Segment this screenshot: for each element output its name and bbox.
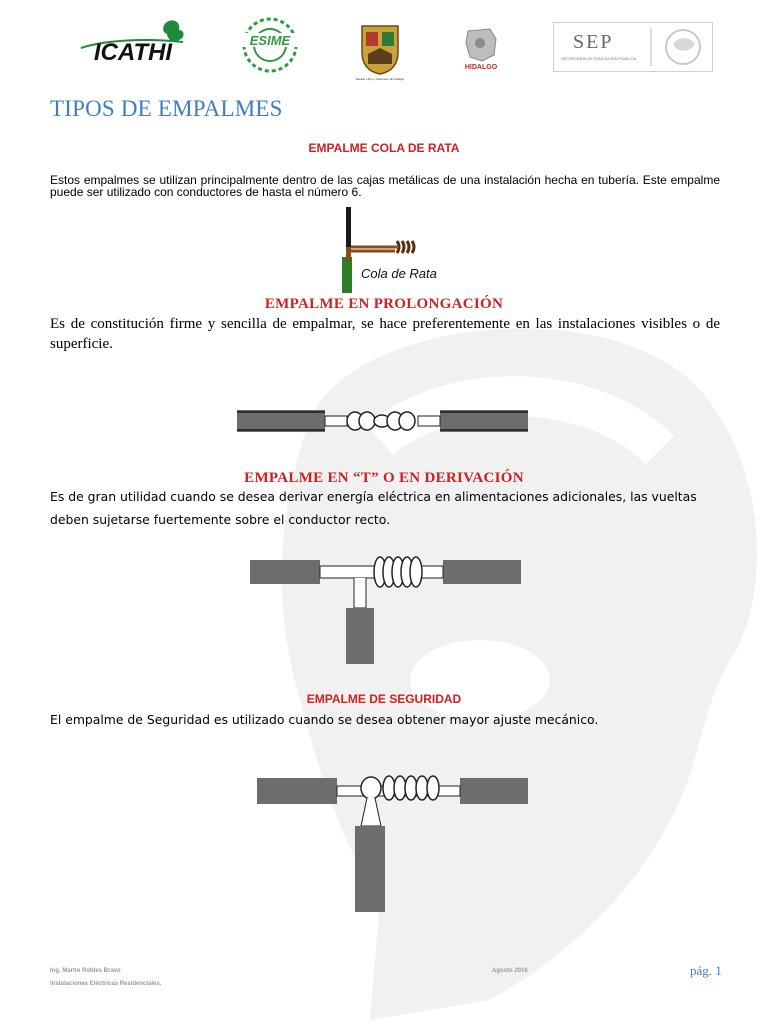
- esime-logo: [238, 15, 303, 75]
- footer-author: Ing. Martín Robles Bravo: [50, 968, 121, 974]
- cola-de-rata-figure: [335, 205, 450, 295]
- hidalgo-state-seal: [352, 22, 408, 86]
- derivacion-splice-figure: [248, 548, 523, 666]
- icathi-logo: [75, 18, 190, 68]
- footer-date: Agosto 2016: [492, 968, 528, 974]
- section-heading-seguridad: EMPALME DE SEGURIDAD: [306, 692, 462, 706]
- svg-text:HIDALGO: HIDALGO: [464, 64, 498, 71]
- section-body-derivacion: Es de gran utilidad cuando se desea derivar energía eléctrica en alimentaciones adicionales, las vueltas deben sujetarse fuertemente sobre el conductor recto.: [50, 489, 697, 527]
- section-body-cola-de-rata: Estos empalmes se utilizan principalmente dentro de las cajas metálicas de una instalación hecha en tubería. Este empalme puede ser utilizado con conductores de hasta el número 6.: [50, 173, 720, 199]
- section-heading-cola-de-rata: EMPALME COLA DE RATA: [308, 141, 460, 155]
- svg-text:Estado Libre y Soberano de Hid: Estado Libre y Soberano de Hidalgo: [355, 77, 405, 81]
- sep-logo: [553, 22, 713, 72]
- page-number: pág. 1: [690, 963, 722, 978]
- svg-text:SECRETARÍA DE EDUCACIÓN PÚBLIC: SECRETARÍA DE EDUCACIÓN PÚBLICA: [561, 56, 637, 61]
- svg-text:ICATHI: ICATHI: [93, 39, 173, 66]
- section-body-prolongacion: Es de constitución firme y sencilla de empalmar, se hace preferentemente en las instalaciones visibles o de superficie.: [50, 316, 720, 352]
- section-heading-prolongacion: EMPALME EN PROLONGACIÓN: [264, 296, 504, 312]
- section-body-seguridad: El empalme de Seguridad es utilizado cuando se desea obtener mayor ajuste mecánico.: [50, 712, 599, 727]
- seguridad-splice-figure: [255, 770, 530, 915]
- cola-de-rata-label: Cola de Rata: [361, 266, 437, 281]
- section-heading-derivacion: EMPALME EN “T” O EN DERIVACIÓN: [244, 470, 524, 486]
- page-title: TIPOS DE EMPALMES: [50, 96, 283, 121]
- prolongacion-splice-figure: [235, 400, 530, 442]
- svg-text:SEP: SEP: [573, 31, 614, 53]
- footer-course: Instalaciones Eléctricas Residenciales.: [50, 981, 162, 987]
- svg-text:ESIME: ESIME: [249, 33, 291, 48]
- hidalgo-logo: [460, 25, 502, 73]
